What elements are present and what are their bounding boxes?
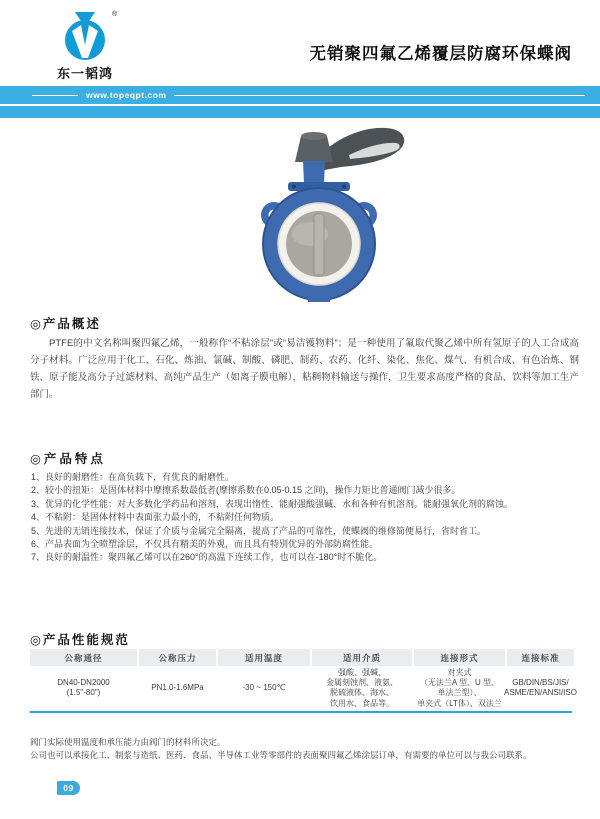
brand-name: 东一韬鸿 — [56, 66, 113, 81]
feature-item: 7、良好的耐温性：聚四氟乙烯可以在260°的高温下连续工作，也可以在-180°时不脆化。 — [31, 552, 383, 563]
page-title: 无销聚四氟乙烯覆层防腐环保蝶阀 — [309, 45, 572, 63]
note-line: 阀门实际使用温度和承压能力由阀门的材料所决定。 — [30, 737, 226, 747]
footnotes — [30, 736, 579, 761]
section-heading-specs: ◎产品性能规范 — [30, 633, 130, 647]
rule-right — [174, 95, 585, 96]
feature-item: 1、良好的耐磨性：在高负载下，有优良的耐磨性。 — [31, 472, 235, 482]
website-strip — [0, 86, 600, 104]
features-list — [31, 471, 579, 565]
note-line: 公司也可以承接化工、制浆与造纸、医药、食品、半导体工业等零部件的表面聚四氟乙烯涂层订单，有需要的单位可以与我公司联系。 — [30, 749, 532, 760]
feature-item: 4、不粘附：是固体材料中表面张力最小的，不粘附任何物质。 — [31, 512, 280, 523]
column-header-pressure: 公称压力 — [139, 649, 216, 666]
band-bottom — [0, 106, 600, 118]
cell-diameter: DN40-DN2000 (1.5"-80") — [30, 666, 137, 711]
company-logo — [50, 10, 120, 62]
spec-table — [30, 649, 577, 713]
page-number-badge: 09 — [57, 781, 80, 795]
feature-item: 5、先进的无销连接技术，保证了介质与金属完全隔离，提高了产品的可靠性，使蝶阀的维修简便易行，省时省工。 — [31, 525, 487, 536]
cell-temperature: -30 ~ 150℃ — [218, 666, 310, 711]
company-logo-icon — [62, 10, 108, 62]
overview-paragraph: PTFE的中文名称叫聚四氟乙烯，一般称作“不粘涂层”或“易洁镬物料”；是一种使用了氟取代聚乙烯中所有氢原子的人工合成高分子材料。广泛应用于化工、石化、炼油、氯碱、制酸、磷肥、制药、农药、化纤、染化、焦化、煤气、有机合成、有色冶炼、钢铁、原子能及高分子过滤材料、高纯产品生产（如离子膜电解），粘稠物料输送与操作，卫生要求高度严格的食品、饮料等加工生产部门。 — [30, 338, 579, 400]
spec-table-header-row — [30, 649, 572, 666]
column-header-temperature: 适用温度 — [218, 649, 310, 666]
butterfly-valve-illustration — [222, 118, 414, 302]
feature-item: 3、优异的化学性能：对大多数化学药品和溶剂，表现出惰性、能耐强酸强碱、水和各种有机溶剂。能耐强氧化剂的腐蚀。 — [31, 498, 514, 509]
column-header-standard: 连接标准 — [507, 649, 574, 666]
column-header-diameter: 公称通径 — [30, 649, 137, 666]
header-band — [0, 86, 600, 118]
feature-item: 6、产品表面为全喷塑涂层，不仅具有精美的外观，而且具有特别优异的外部防腐性能。 — [31, 539, 379, 550]
section-heading-overview: ◎产品概述 — [30, 317, 101, 331]
column-header-medium: 适用介质 — [312, 649, 412, 666]
spec-table-data-row — [30, 666, 577, 711]
feature-item: 2、较小的扭矩：是固体材料中摩擦系数最低者(摩擦系数在0.05-0.15 之间)，操作力矩比普通阀门减少很多。 — [31, 485, 461, 496]
section-heading-features: ◎产品特点 — [30, 452, 106, 466]
rule-left — [32, 95, 78, 96]
cell-medium: 强酸、强碱、 金属刻蚀剂、液氨、 脱硫液体、海水、 饮用水、食品等。 — [312, 666, 412, 711]
product-image-butterfly-valve — [222, 118, 414, 302]
column-header-connection: 连接形式 — [414, 649, 505, 666]
registered-trademark: ® — [112, 11, 118, 18]
website-link[interactable]: www.topeqpt.com — [86, 90, 167, 100]
cell-pressure: PN1.0-1.6MPa — [139, 666, 216, 711]
cell-standard: GB/DIN/BS/JIS/ ASME/EN/ANSI/ISO — [507, 666, 574, 711]
cell-connection: 对夹式 （无法兰A 型、U 型、 单法兰型）、 单夹式（LT体）、双法兰 — [414, 666, 505, 711]
